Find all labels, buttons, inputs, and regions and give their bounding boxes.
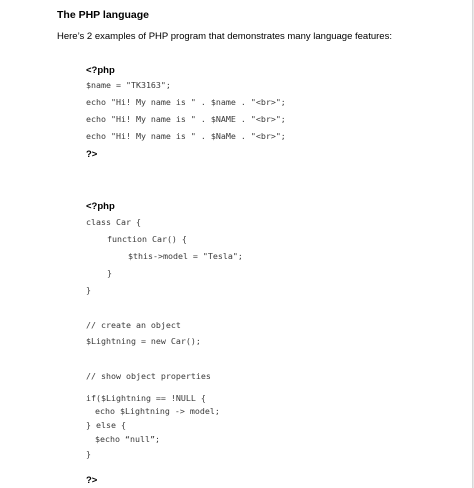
code-line: echo $Lightning -> model; [95,406,220,416]
code-line: } else { [86,420,126,430]
php-open-tag: <?php [86,65,115,76]
intro-paragraph: Here’s 2 examples of PHP program that demonstrates many language features: [57,31,392,42]
code-line: echo "Hi! My name is " . $NaMe . "<br>"; [86,131,286,141]
code-line: $echo “null”; [95,434,160,444]
code-line: } [86,449,91,459]
code-line: } [107,268,112,278]
code-line: function Car() { [107,234,187,244]
code-comment: // create an object [86,320,181,330]
php-close-tag: ?> [86,475,98,486]
code-line: $name = "TK3163"; [86,80,171,90]
code-line: echo "Hi! My name is " . $name . "<br>"; [86,97,286,107]
page-title: The PHP language [57,9,149,21]
php-close-tag: ?> [86,149,98,160]
php-open-tag: <?php [86,201,115,212]
code-comment: // show object properties [86,371,211,381]
code-line: $Lightning = new Car(); [86,336,201,346]
code-line: $this->model = "Tesla"; [128,251,243,261]
code-line: echo "Hi! My name is " . $NAME . "<br>"; [86,114,286,124]
code-line: class Car { [86,217,141,227]
code-line: if($Lightning == !NULL { [86,393,206,403]
code-line: } [86,285,91,295]
